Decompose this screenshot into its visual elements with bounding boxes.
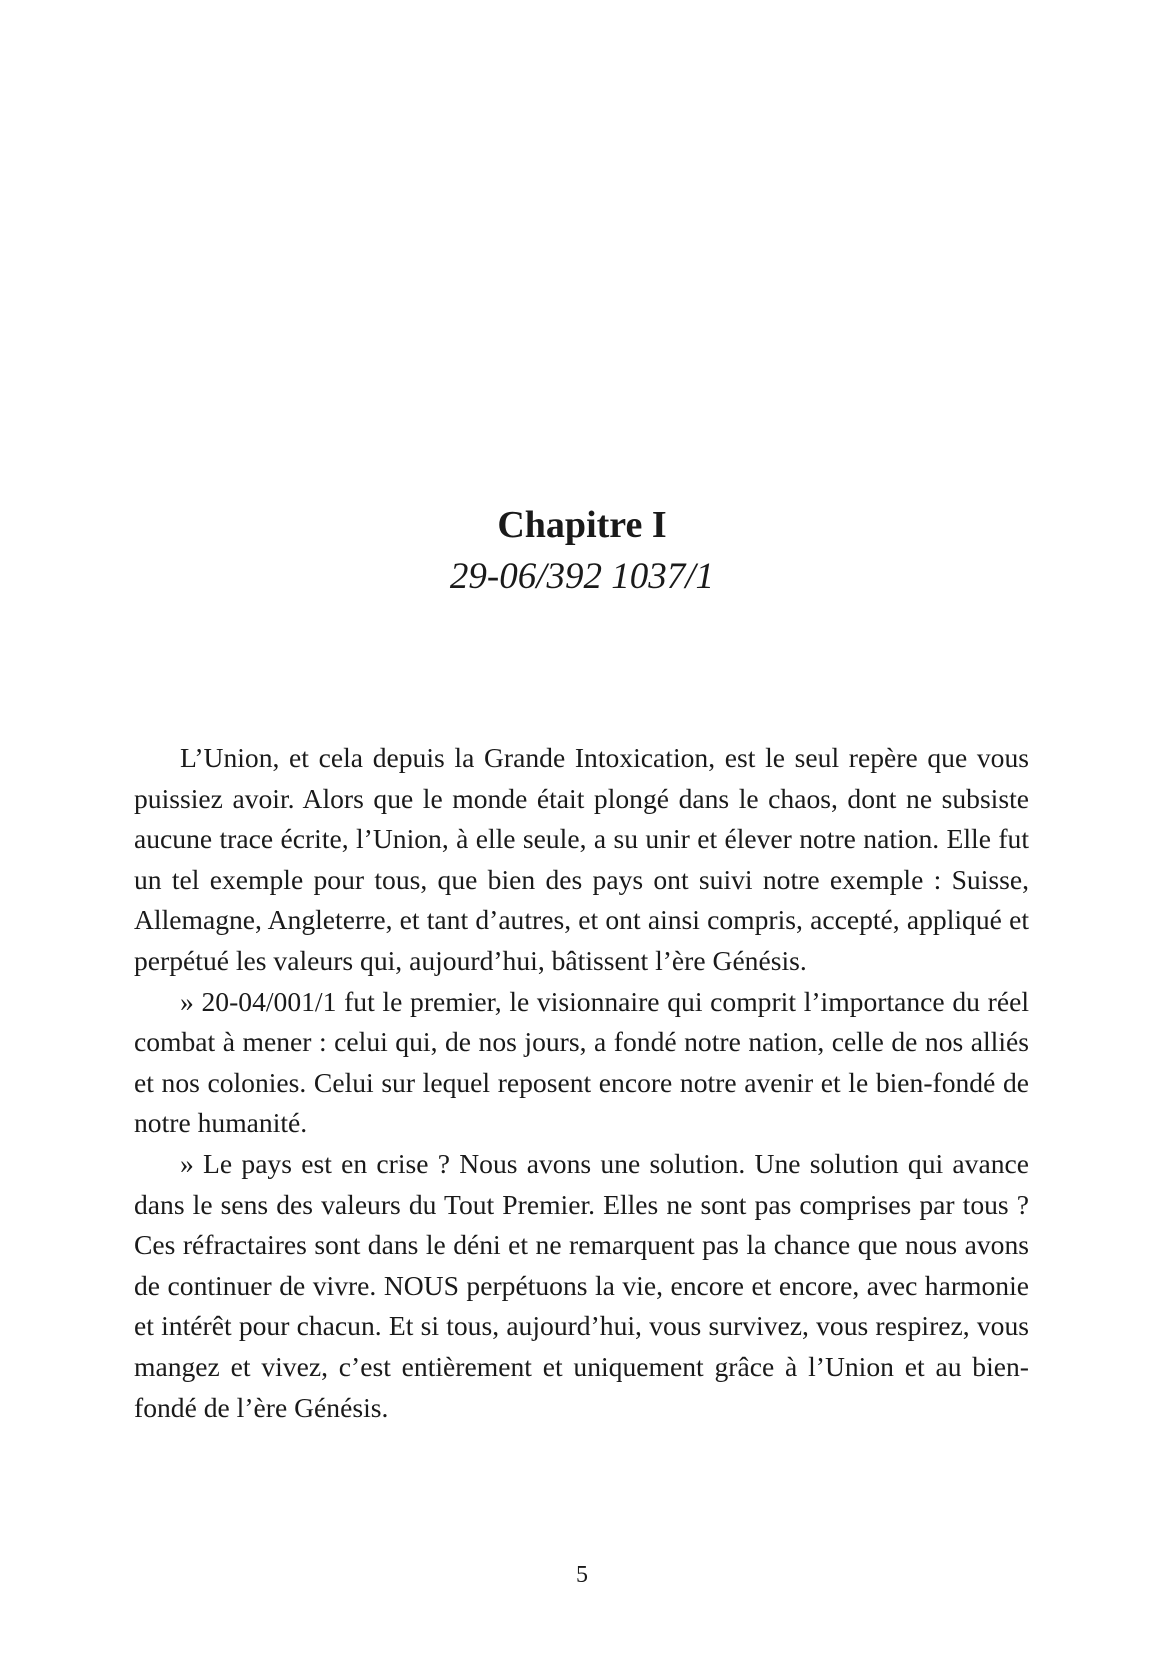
paragraph: L’Union, et cela depuis la Grande Intoxication, est le seul repère que vous puissiez avoir. Alors que le monde était plongé dans le chaos, dont ne subsiste aucune trace écrite, l’Union, à elle seule, a su unir et élever notre nation. Elle fut un tel exemple pour tous, que bien des pays ont suivi notre exemple : Suisse, Allemagne, Angleterre, et tant d’autres, et ont ainsi compris, accepté, appliqué et perpétué les valeurs qui, aujourd’hui, bâtissent l’ère Génésis.: [134, 742, 1029, 976]
chapter-title: Chapitre I: [497, 504, 667, 546]
page-number: 5: [576, 1562, 588, 1588]
chapter-body: [134, 738, 1029, 1428]
chapter-header: [0, 500, 1164, 602]
paragraph: » 20-04/001/1 fut le premier, le visionnaire qui comprit l’importance du réel combat à mener : celui qui, de nos jours, a fondé notre nation, celle de nos alliés et nos colonies. Celui sur lequel reposent encore notre avenir et le bien-fondé de notre humanité.: [134, 985, 1029, 1139]
chapter-subtitle: 29-06/392 1037/1: [449, 556, 715, 597]
paragraph: » Le pays est en crise ? Nous avons une solution. Une solution qui avance dans le sens des valeurs du Tout Premier. Elles ne sont pas comprises par tous ? Ces réfractaires sont dans le déni et ne remarquent pas la chance que nous avons de continuer de vivre. NOUS perpétuons la vie, encore et encore, avec harmonie et intérêt pour chacun. Et si tous, aujourd’hui, vous survivez, vous respirez, vous mangez et vivez, c’est entièrement et uniquement grâce à l’Union et au bien-fondé de l’ère Génésis.: [134, 1147, 1029, 1423]
